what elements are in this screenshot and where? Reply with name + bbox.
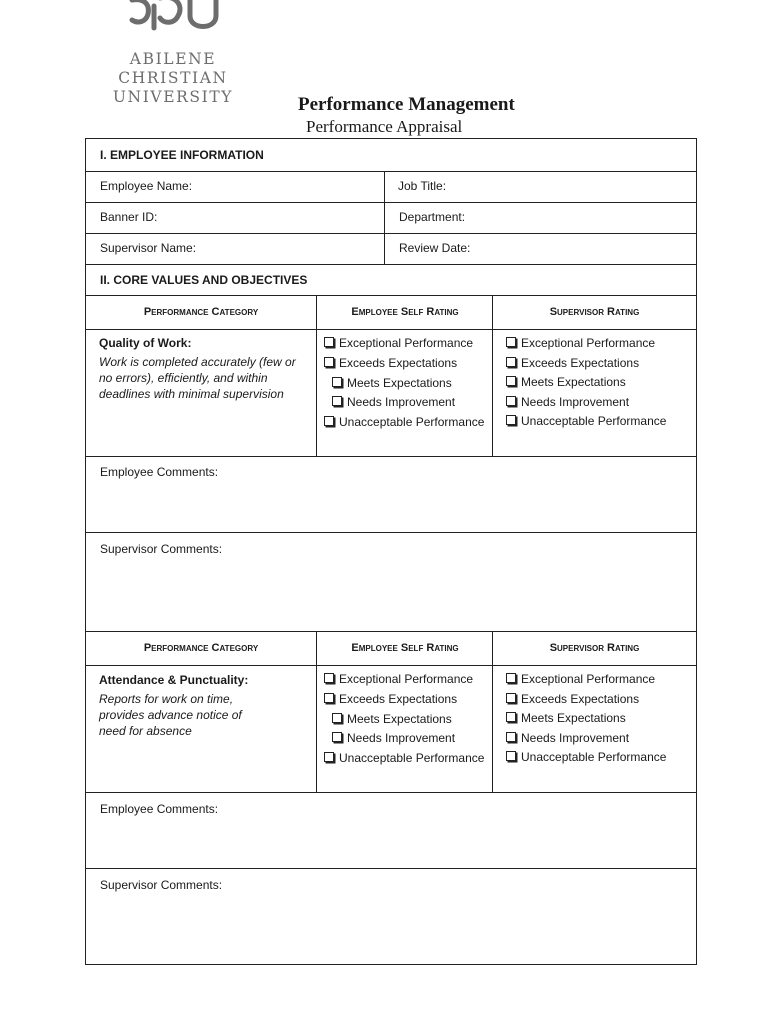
divider [86,264,696,265]
divider [86,665,696,666]
employee-self-rating-options [324,670,489,769]
banner-id-field[interactable]: Banner ID: [100,210,158,224]
rating-option-label: Exceeds Expectations [339,355,458,370]
divider [86,532,696,533]
employee-comments-field[interactable]: Employee Comments: [100,802,219,816]
category-description: Work is completed accurately (few or no errors), efficiently, and within deadlines with minimal supervision [99,355,296,401]
category-title: Quality of Work: [99,336,192,350]
checkbox-icon[interactable] [506,376,516,386]
department-field[interactable]: Department: [399,210,466,224]
checkbox-icon[interactable] [324,673,334,683]
employee-name-field[interactable]: Employee Name: [100,179,193,193]
checkbox-icon[interactable] [506,751,516,761]
university-logo [112,0,232,110]
rating-option-label: Needs Improvement [347,395,456,410]
rating-option[interactable] [506,412,691,432]
rating-option-label: Unacceptable Performance [521,414,667,428]
rating-option[interactable] [324,751,484,765]
divider [86,792,696,793]
divider [86,456,696,457]
checkbox-icon[interactable] [332,713,342,723]
section-employee-information-heading: I. EMPLOYEE INFORMATION [100,148,264,162]
checkbox-icon[interactable] [506,693,516,703]
rating-option-label: Meets Expectations [347,375,452,390]
rating-option-label: Needs Improvement [521,730,630,745]
column-header-employee-self-rating: Employee Self Rating [351,306,459,318]
supervisor-comments-field[interactable]: Supervisor Comments: [100,878,223,892]
supervisor-rating-options [506,670,691,768]
checkbox-icon[interactable] [506,732,516,742]
rating-option-label: Meets Expectations [521,375,626,389]
rating-option[interactable] [332,712,452,726]
rating-option[interactable] [506,334,691,354]
rating-option[interactable] [506,729,691,749]
divider [86,202,696,203]
rating-option[interactable] [324,356,457,370]
rating-option[interactable] [332,731,455,745]
employee-self-rating-options [324,334,489,433]
rating-option[interactable] [506,670,691,690]
rating-option[interactable] [506,393,691,413]
rating-option[interactable] [506,373,691,393]
column-divider [316,295,317,456]
column-divider [384,171,385,264]
university-name-line: CHRISTIAN [118,69,228,87]
rating-option-label: Exceeds Expectations [521,691,640,706]
divider [86,631,696,632]
checkbox-icon[interactable] [506,415,516,425]
rating-option-label: Unacceptable Performance [521,750,667,764]
rating-option-label: Exceeds Expectations [521,355,640,370]
rating-option-label: Exceptional Performance [521,336,656,350]
divider [86,171,696,172]
university-name-line: UNIVERSITY [112,88,234,106]
supervisor-comments-field[interactable]: Supervisor Comments: [100,542,223,556]
employee-comments-field[interactable]: Employee Comments: [100,465,219,479]
category-title: Attendance & Punctuality: [99,673,249,687]
rating-option-label: Needs Improvement [347,731,456,746]
rating-option[interactable] [506,709,691,729]
checkbox-icon[interactable] [332,396,342,406]
divider [86,295,696,296]
rating-option-label: Unacceptable Performance [339,415,485,430]
rating-option-label: Exceptional Performance [521,672,656,686]
university-logo-icon [120,0,230,38]
column-header-supervisor-rating: Supervisor Rating [549,306,640,318]
checkbox-icon[interactable] [324,357,334,367]
rating-option[interactable] [506,748,691,768]
divider [86,868,696,869]
rating-option-label: Needs Improvement [521,394,630,409]
rating-option[interactable] [332,395,455,409]
checkbox-icon[interactable] [506,712,516,722]
rating-option-label: Exceptional Performance [339,336,474,350]
rating-option-label: Unacceptable Performance [339,751,485,766]
supervisor-rating-options [506,334,691,432]
rating-option[interactable] [332,376,452,390]
rating-option[interactable] [324,415,484,429]
rating-option[interactable] [324,672,473,686]
column-header-supervisor-rating: Supervisor Rating [549,642,640,654]
column-header-performance-category: Performance Category [143,642,259,654]
rating-option-label: Meets Expectations [521,711,626,725]
divider [86,329,696,330]
checkbox-icon[interactable] [324,693,334,703]
job-title-field[interactable]: Job Title: [398,179,447,193]
university-name [112,50,234,107]
rating-option-label: Exceptional Performance [339,672,474,686]
column-divider [492,631,493,792]
checkbox-icon[interactable] [506,337,516,347]
checkbox-icon[interactable] [506,357,516,367]
rating-option-label: Exceeds Expectations [339,691,458,706]
section-core-values-heading: II. CORE VALUES AND OBJECTIVES [100,273,308,287]
checkbox-icon[interactable] [506,673,516,683]
rating-option[interactable] [506,690,691,710]
checkbox-icon[interactable] [506,396,516,406]
review-date-field[interactable]: Review Date: [399,241,471,255]
divider [86,233,696,234]
checkbox-icon[interactable] [324,752,334,762]
category-cell [99,673,259,739]
column-divider [316,631,317,792]
rating-option[interactable] [324,692,457,706]
document-title: Performance Management [298,94,515,115]
university-name-line: ABILENE [129,50,217,68]
column-header-performance-category: Performance Category [143,306,259,318]
rating-option-label: Meets Expectations [347,711,452,726]
category-description: Reports for work on time, provides advance notice of need for absence [99,692,242,738]
column-divider [492,295,493,456]
checkbox-icon[interactable] [332,377,342,387]
checkbox-icon[interactable] [324,416,334,426]
appraisal-form [85,138,697,965]
document-subtitle: Performance Appraisal [306,117,463,136]
rating-option[interactable] [324,336,473,350]
supervisor-name-field[interactable]: Supervisor Name: [100,241,197,255]
rating-option[interactable] [506,354,691,374]
category-cell [99,336,309,402]
checkbox-icon[interactable] [332,732,342,742]
checkbox-icon[interactable] [324,337,334,347]
column-header-employee-self-rating: Employee Self Rating [351,642,459,654]
